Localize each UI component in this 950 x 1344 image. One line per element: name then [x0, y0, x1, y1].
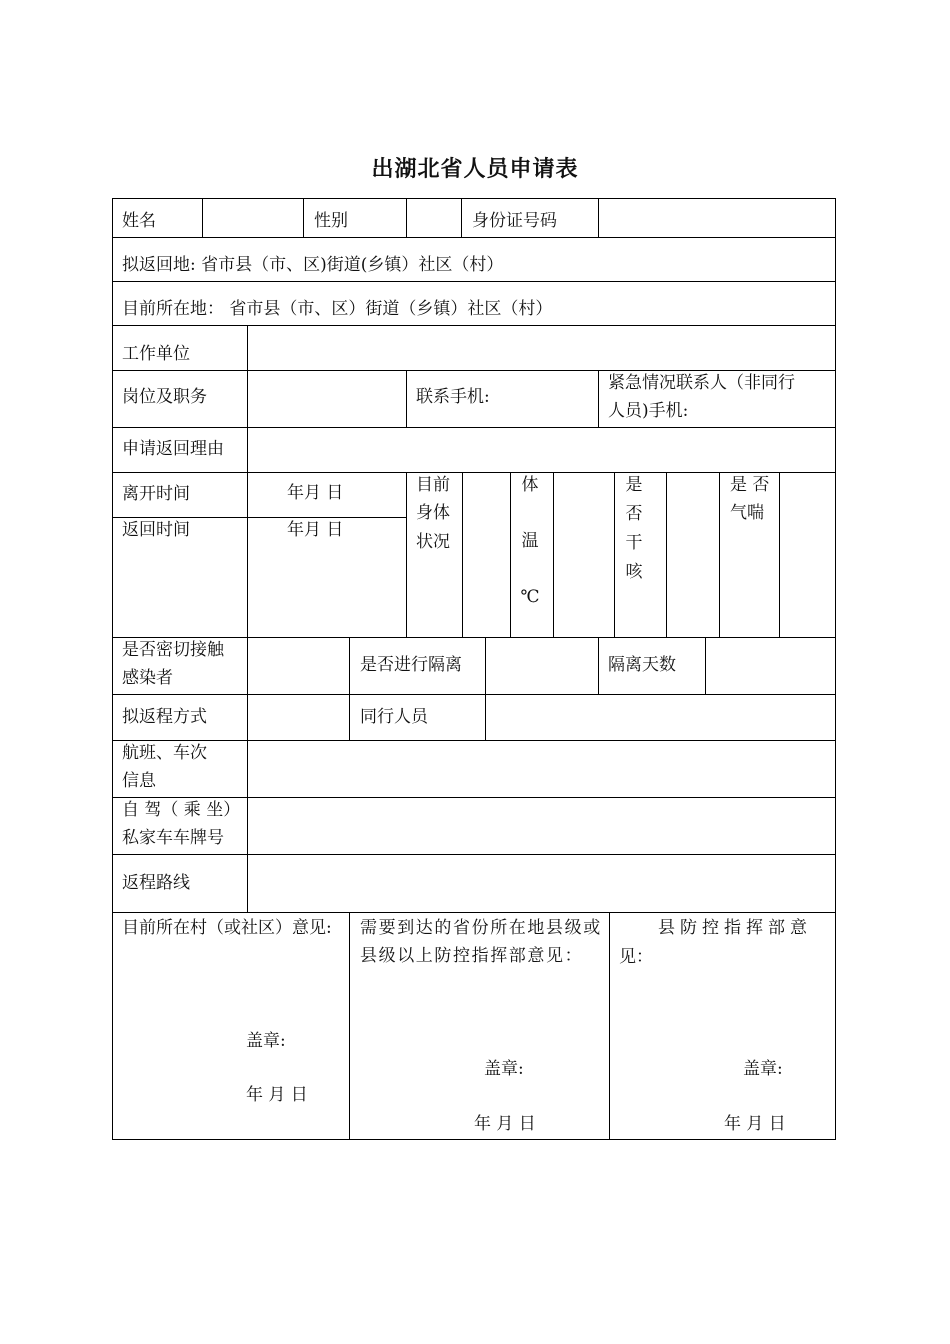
table-line — [779, 472, 780, 637]
table-line — [614, 472, 615, 637]
companions-label: 同行人员 — [360, 707, 428, 727]
table-line — [349, 912, 350, 1139]
quarantine-label: 是否进行隔离 — [360, 655, 462, 675]
leave-date-placeholder: 年月 日 — [287, 483, 344, 503]
table-line — [609, 912, 610, 1139]
table-line — [485, 637, 486, 694]
table-line — [112, 198, 836, 199]
table-line — [719, 472, 720, 637]
table-line — [112, 427, 836, 428]
table-line — [247, 740, 248, 912]
table-line — [485, 694, 486, 740]
current-place-label: 目前所在地： 省市县（市、区）街道（乡镇）社区（村） — [122, 299, 553, 319]
table-line — [112, 198, 113, 1139]
close-contact-label: 感染者 — [122, 668, 173, 688]
table-line — [303, 198, 304, 237]
village-opinion-label: 目前所在村（或社区）意见: — [122, 918, 332, 938]
leave-time-label: 离开时间 — [122, 484, 190, 504]
seal-label: 盖章: — [484, 1059, 524, 1079]
gender-label: 性别 — [314, 211, 348, 231]
car-plate-label: 自 驾（ 乘 坐） — [122, 800, 241, 820]
travel-mode-label: 拟返程方式 — [122, 707, 207, 727]
route-label: 返程路线 — [122, 873, 190, 893]
table-line — [112, 1139, 836, 1140]
table-line — [112, 325, 836, 326]
date-sign-label: 年 月 日 — [246, 1085, 308, 1105]
temperature-char: 温 — [521, 531, 539, 551]
temperature-char: 体 — [521, 475, 539, 495]
seal-label: 盖章: — [246, 1031, 286, 1051]
table-line — [247, 694, 248, 740]
date-sign-label: 年 月 日 — [724, 1114, 786, 1134]
cough-char: 否 — [625, 504, 643, 524]
contact-phone-label: 联系手机: — [416, 387, 490, 407]
county-opinion-label: 县防控指挥部意 — [658, 918, 812, 938]
county-opinion-label: 见： — [619, 947, 653, 967]
flight-info-label: 航班、车次 — [122, 743, 207, 763]
table-line — [406, 472, 407, 637]
table-line — [112, 854, 836, 855]
table-line — [598, 637, 599, 694]
table-line — [247, 325, 248, 472]
table-line — [112, 237, 836, 238]
breath-label: 是 否 — [730, 475, 770, 495]
breath-label: 气喘 — [730, 503, 764, 523]
car-plate-label: 私家车车牌号 — [122, 828, 224, 848]
dry-cough-label — [623, 471, 645, 587]
table-line — [247, 637, 248, 694]
temperature-label — [519, 471, 541, 611]
temperature-unit: ℃ — [520, 587, 540, 607]
emergency-contact-label: 紧急情况联系人（非同行 — [608, 373, 795, 393]
cough-char: 干 — [625, 533, 643, 553]
date-sign-label: 年 月 日 — [474, 1114, 536, 1134]
health-label: 身体 — [416, 503, 450, 523]
table-line — [406, 198, 407, 237]
table-line — [461, 198, 462, 237]
health-label: 目前 — [416, 475, 450, 495]
table-line — [112, 694, 836, 695]
destination-opinion-label: 需要到达的省份所在地县级或县级以上防控指挥部意见： — [360, 918, 602, 966]
name-label: 姓名 — [122, 211, 156, 231]
return-date-placeholder: 年月 日 — [287, 520, 344, 540]
table-line — [598, 198, 599, 237]
page-title: 出湖北省人员申请表 — [371, 156, 579, 182]
work-unit-label: 工作单位 — [122, 344, 190, 364]
table-line — [202, 198, 203, 237]
reason-label: 申请返回理由 — [122, 439, 224, 459]
seal-label: 盖章: — [743, 1059, 783, 1079]
return-place-label: 拟返回地: 省市县（市、区)街道(乡镇）社区（村） — [122, 255, 504, 275]
table-line — [462, 472, 463, 637]
flight-info-label: 信息 — [122, 771, 156, 791]
position-label: 岗位及职务 — [122, 387, 207, 407]
table-line — [553, 472, 554, 637]
close-contact-label: 是否密切接触 — [122, 640, 224, 660]
table-line — [598, 370, 599, 427]
cough-char: 是 — [625, 475, 643, 495]
table-line — [112, 472, 836, 473]
table-line — [112, 912, 836, 913]
table-line — [666, 472, 667, 637]
return-time-label: 返回时间 — [122, 520, 190, 540]
table-line — [705, 637, 706, 694]
table-line — [510, 472, 511, 637]
quarantine-days-label: 隔离天数 — [608, 655, 676, 675]
health-label: 状况 — [416, 532, 450, 552]
table-line — [349, 637, 350, 694]
table-line — [112, 740, 836, 741]
table-line — [112, 281, 836, 282]
cough-char: 咳 — [625, 562, 643, 582]
id-number-label: 身份证号码 — [472, 211, 557, 231]
table-line — [349, 694, 350, 740]
table-line — [406, 370, 407, 427]
table-line — [835, 198, 836, 1139]
emergency-contact-label: 人员)手机: — [608, 401, 689, 421]
table-line — [247, 472, 248, 637]
